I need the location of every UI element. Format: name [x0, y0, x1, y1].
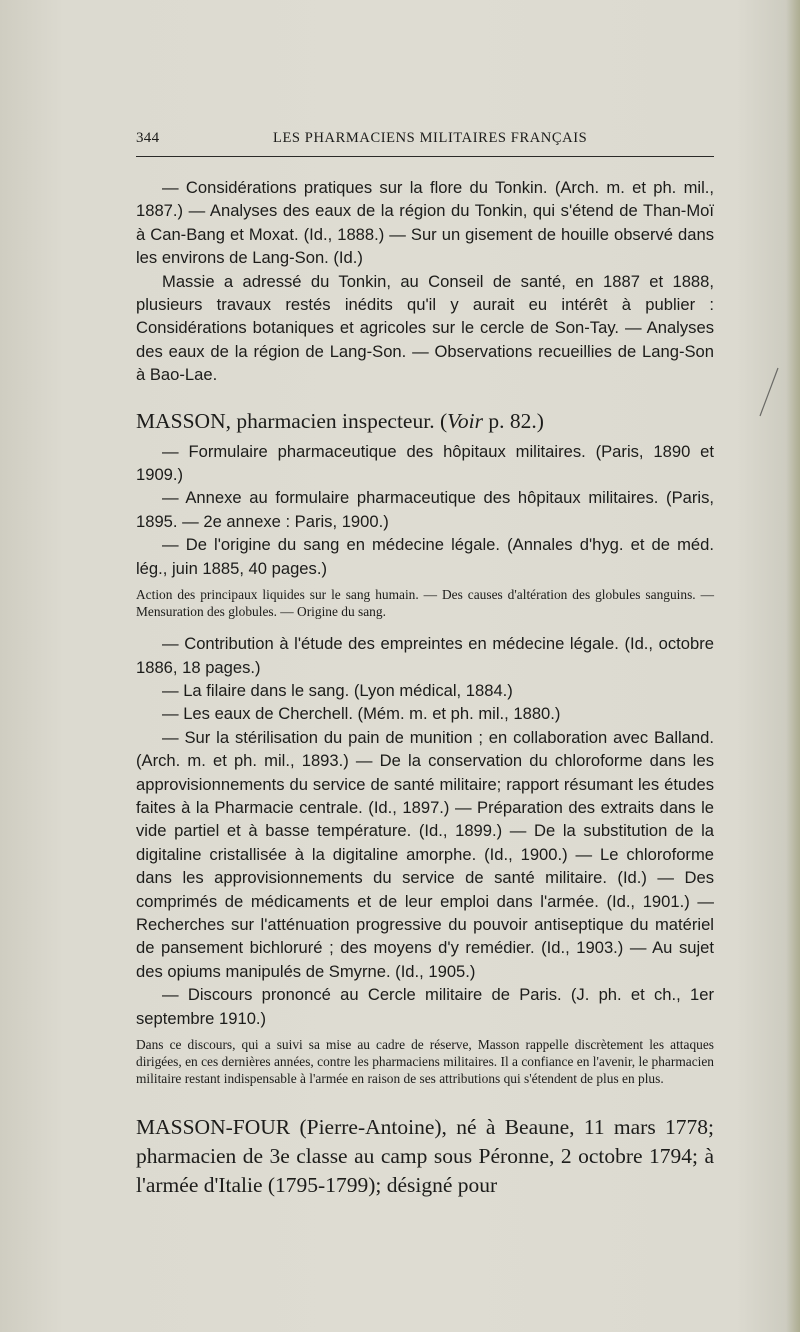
note-sang: Action des principaux liquides sur le sang humain. — Des causes d'altération des globules sanguins. — Mensuration des globules. — Origine du sang.: [136, 587, 714, 620]
note-discours: Dans ce discours, qui a suivi sa mise au cadre de réserve, Masson rappelle discrètement les attaques dirigées, en ces dernières années, contre les pharmaciens militaires. Il a confiance en l'avenir, le pharmacien militaire restant indispensable à l'armée en raison de ses attributions qui s'étendent de plus en plus.: [136, 1037, 714, 1086]
paragraph-formulaire: — Formulaire pharmaceutique des hôpitaux militaires. (Paris, 1890 et 1909.): [136, 441, 714, 485]
entry-name: MASSON: [136, 408, 226, 433]
paragraph-discours: — Discours prononcé au Cercle militaire de Paris. (J. ph. et ch., 1er septembre 1910.): [136, 985, 714, 1028]
pencil-mark-icon: [758, 360, 798, 420]
entry-page-ref: p. 82.): [482, 408, 544, 433]
paragraph-cherchell: — Les eaux de Cherchell. (Mém. m. et ph. mil., 1880.): [162, 704, 561, 724]
spacer: [136, 387, 714, 407]
paragraph-origine-sang: — De l'origine du sang en médecine légale. (Annales d'hyg. et de méd. lég., juin 1885, 40 pages.): [136, 535, 714, 578]
paragraph-sterilisation: — Sur la stérilisation du pain de munition ; en collaboration avec Balland. (Arch. m. et ph. mil., 1893.) — De la conservation du chloroforme dans les approvisionnements du service de santé militaire; rapport résumant les études faites à la Pharmacie centrale. (Id., 1897.) — Préparation des extraits dans le vide partiel et à basse température. (Id., 1899.) — De la substitution de la digitaline cristallisée à la digitaline amorphe. (Id., 1900.) — Le chloroforme dans les approvisionnements du service de santé militaire. (Id.) — Des comprimés de médicaments et de leur emploi dans l'armée. (Id., 1901.) — Recherches sur l'atténuation progressive du pouvoir antiseptique du matériel de pansement bichloruré ; des moyens d'y remédier. (Id., 1903.) — Au sujet des opiums manipulés de Smyrne. (Id., 1905.): [136, 727, 714, 981]
entry-text: (Pierre-Antoine), né à Beaune, 11 mars 1778; pharmacien de 3e classe au camp sous Péronne, 2 octobre 1794; à l'armée d'Italie (1795-1799); désigné pour: [136, 1115, 714, 1197]
running-title: LES PHARMACIENS MILITAIRES FRANÇAIS: [273, 130, 588, 146]
page-body: [136, 176, 714, 1200]
entry-title: , pharmacien inspecteur. (: [225, 408, 448, 433]
paragraph-empreintes: — Contribution à l'étude des empreintes en médecine légale. (Id., octobre 1886, 18 pages.): [136, 634, 714, 677]
spacer: [136, 1087, 714, 1113]
paragraph-filaire: — La filaire dans le sang. (Lyon médical, 1884.): [162, 680, 513, 700]
paragraph-tonkin-works: — Considérations pratiques sur la flore du Tonkin. (Arch. m. et ph. mil., 1887.) — Analyses des eaux de la région du Tonkin, qui s'étend de Than-Moï à Can-Bang et Moxat. (Id., 1888.) — Sur un gisement de houille observé dans les environs de Lang-Son. (Id.): [136, 178, 714, 268]
entry-voir: Voir: [447, 408, 483, 433]
page-edge-shadow: [786, 0, 800, 1332]
page-header: [136, 128, 714, 152]
paragraph-annexe: — Annexe au formulaire pharmaceutique des hôpitaux militaires. (Paris, 1895. — 2e annexe : Paris, 1900.): [136, 488, 714, 531]
header-rule: [136, 156, 714, 157]
spacer: [136, 620, 714, 632]
entry-name: MASSON-FOUR: [136, 1115, 291, 1139]
entry-heading-masson: [136, 407, 714, 436]
entry-heading-masson-four: [136, 1113, 714, 1200]
paragraph-massie-note: Massie a adressé du Tonkin, au Conseil de santé, en 1887 et 1888, plusieurs travaux restés inédits qu'il y aurait eu intérêt à publier : Considérations botaniques et agricoles sur le cercle de Son-Tay. — Analyses des eaux de la région de Lang-Son. — Observations recueillies de Lang-Son à Bao-Lae.: [136, 271, 714, 385]
page-number: 344: [136, 130, 160, 146]
